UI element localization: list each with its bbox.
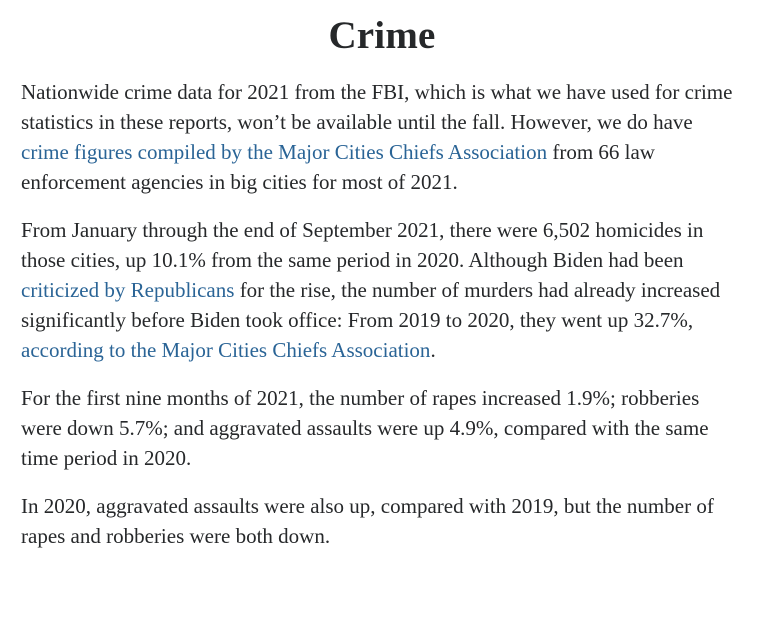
inline-link[interactable]: criticized by Republicans <box>21 277 235 302</box>
text-run: . <box>430 337 436 362</box>
article-body <box>21 77 743 551</box>
inline-link[interactable]: crime figures compiled by the Major Cities Chiefs Association <box>21 139 548 164</box>
paragraph <box>21 491 743 551</box>
paragraph <box>21 215 743 365</box>
paragraph <box>21 383 743 473</box>
inline-link[interactable]: according to the Major Cities Chiefs Association <box>21 337 431 362</box>
page-title: Crime <box>328 14 436 57</box>
text-run: from 66 law enforcement agencies in big cities for most of 2021. <box>21 139 655 194</box>
text-run: From January through the end of September 2021, there were 6,502 homicides in those cities, up 10.1% from the same period in 2020. Although Biden had been <box>21 217 704 272</box>
text-run: Nationwide crime data for 2021 from the FBI, which is what we have used for crime statistics in these reports, won’t be available until the fall. However, we do have <box>21 79 733 134</box>
text-run: For the first nine months of 2021, the number of rapes increased 1.9%; robberies were down 5.7%; and aggravated assaults were up 4.9%, compared with the same time period in 2020. <box>21 385 709 470</box>
paragraph <box>21 77 743 197</box>
text-run: In 2020, aggravated assaults were also up, compared with 2019, but the number of rapes and robberies were both down. <box>21 493 714 548</box>
text-run: for the rise, the number of murders had already increased significantly before Biden took office: From 2019 to 2020, they went up 32.7%, <box>21 277 721 332</box>
